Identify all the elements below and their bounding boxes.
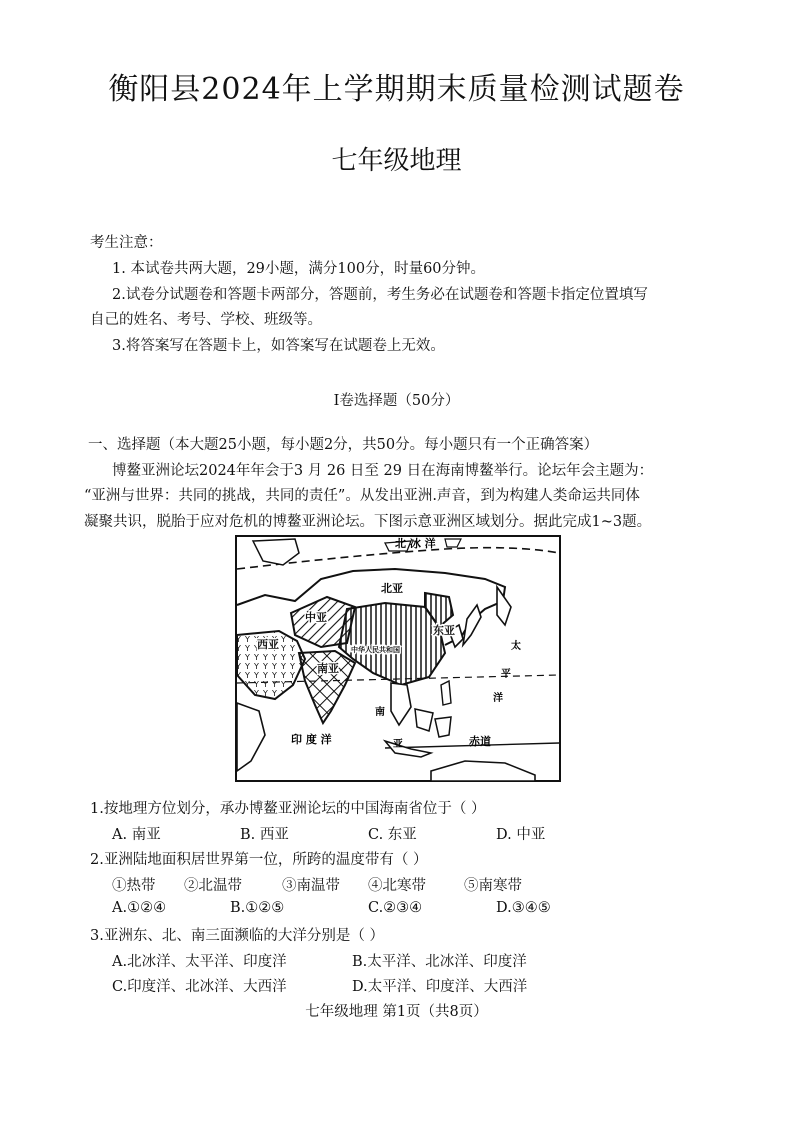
question-2-option-d[interactable]: D.③④⑤ [496, 900, 551, 916]
intro-line: 博鳌亚洲论坛2024年年会于3 月 26 日至 29 日在海南博鳌举行。论坛年会主题为： [112, 463, 654, 479]
question-3-option-b[interactable]: B.太平洋、北冰洋、印度洋 [352, 954, 527, 970]
label-pacific: 洋 [493, 693, 503, 704]
question-2-option-a[interactable]: A.①②④ [112, 900, 167, 916]
asia-region-map [235, 535, 561, 782]
exam-title: 衡阳县2024年上学期期末质量检测试题卷 [108, 72, 685, 107]
label-southeast-asia: 南 [375, 707, 385, 718]
question-2-choice: ①热带 [112, 878, 156, 894]
question-2-choice: ③南温带 [282, 878, 340, 894]
notice-item: 1. 本试卷共两大题，29小题，满分100分，时量60分钟。 [112, 261, 486, 277]
question-3-option-d[interactable]: D.太平洋、印度洋、大西洋 [352, 979, 528, 995]
question-1-option-a[interactable]: A. 南亚 [112, 827, 161, 843]
label-arctic-ocean: 北 冰 洋 [395, 537, 436, 550]
label-equator: 赤道 [469, 735, 491, 748]
label-southeast-asia: 亚 [393, 739, 403, 750]
question-1-stem: 1.按地理方位划分，承办博鳌亚洲论坛的中国海南省位于（ ） [90, 801, 486, 817]
question-1-option-b[interactable]: B. 西亚 [240, 827, 289, 843]
notice-item: 2.试卷分试题卷和答题卡两部分，答题前，考生务必在试题卷和答题卡指定位置填写 [112, 287, 648, 303]
label-north-asia: 北亚 [381, 582, 403, 595]
notice-heading: 考生注意： [90, 235, 163, 251]
label-pacific: 平 [501, 669, 511, 680]
intro-line: 凝聚共识，脱胎于应对危机的博鳌亚洲论坛。下图示意亚洲区域划分。据此完成1~3题。 [84, 514, 652, 530]
question-2-option-b[interactable]: B.①②⑤ [230, 900, 285, 916]
question-2-stem: 2.亚洲陆地面积居世界第一位，所跨的温度带有（ ） [90, 852, 428, 868]
question-3-option-c[interactable]: C.印度洋、北冰洋、大西洋 [112, 979, 287, 995]
question-3-option-a[interactable]: A.北冰洋、太平洋、印度洋 [112, 954, 287, 970]
question-2-choice: ②北温带 [184, 878, 242, 894]
question-2-choice: ④北寒带 [368, 878, 426, 894]
question-1-option-d[interactable]: D. 中亚 [496, 827, 546, 843]
label-south-asia: 南亚 [317, 662, 339, 675]
label-west-asia: 西亚 [257, 638, 279, 651]
part-heading: 一、选择题（本大题25小题，每小题2分，共50分。每小题只有一个正确答案） [88, 437, 599, 453]
section-title: Ⅰ卷选择题（50分） [333, 393, 460, 409]
label-china: 中华人民共和国 [351, 646, 400, 654]
exam-subtitle: 七年级地理 [331, 146, 462, 176]
label-pacific: 太 [511, 641, 521, 652]
notice-item: 自己的姓名、考号、学校、班级等。 [90, 312, 322, 328]
label-indian-ocean: 印 度 洋 [291, 733, 332, 746]
question-1-option-c[interactable]: C. 东亚 [368, 827, 417, 843]
label-east-asia: 东亚 [433, 624, 455, 637]
question-2-option-c[interactable]: C.②③④ [368, 900, 423, 916]
question-3-stem: 3.亚洲东、北、南三面濒临的大洋分别是（ ） [90, 928, 384, 944]
label-central-asia: 中亚 [305, 611, 327, 624]
notice-item: 3.将答案写在答题卡上，如答案写在试题卷上无效。 [112, 338, 445, 354]
page-footer: 七年级地理 第1页（共8页） [305, 1004, 488, 1020]
question-2-choice: ⑤南寒带 [464, 878, 522, 894]
intro-line: “亚洲与世界：共同的挑战，共同的责任”。从发出亚洲.声音，到为构建人类命运共同体 [84, 488, 640, 504]
